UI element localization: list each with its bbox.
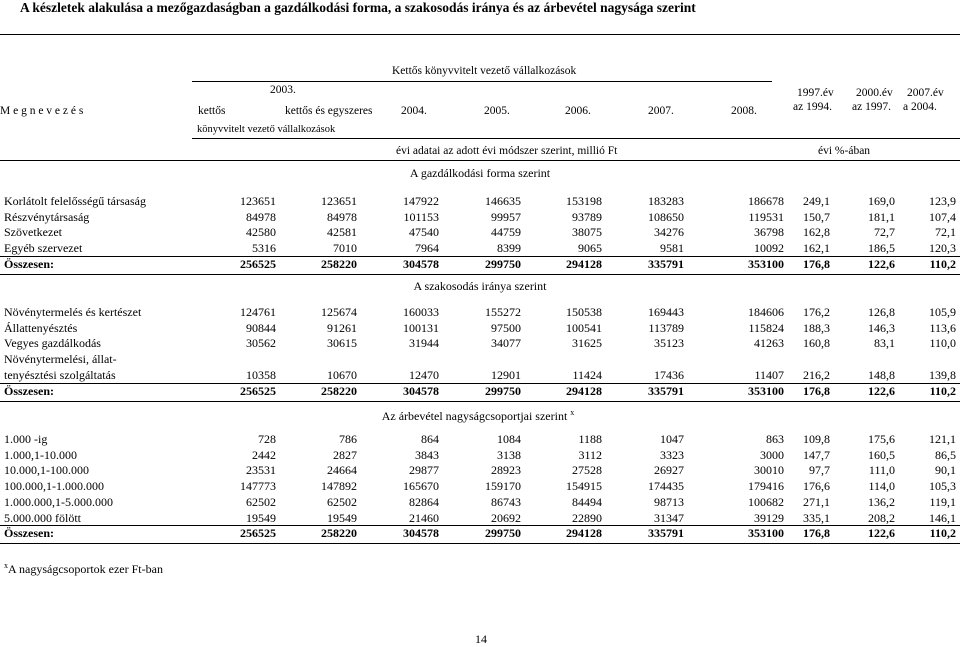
cell-value: 9581 [660,241,684,256]
cell-value: 83,1 [874,336,895,351]
cell-value: 27528 [572,463,602,478]
cell-value: 124761 [240,305,276,319]
cell-value: 107,4 [929,209,956,224]
cell-value: 29877 [409,463,439,478]
cell-value: 150,7 [803,209,830,224]
row-label: 1.000 -ig [4,432,48,446]
cell-value: 147922 [403,194,439,208]
total-row [0,384,960,400]
header-group-rule [192,81,772,82]
page-number: 14 [475,632,487,646]
cell-value: 183283 [648,194,684,208]
cell-value: 335,1 [803,510,830,525]
cell-value: 160,8 [803,336,830,351]
cell-value: 125674 [321,305,357,319]
cell-value: 148,8 [868,368,895,383]
cell-value: 72,7 [874,225,895,240]
row-label-continued: tenyésztési szolgáltatás [4,368,116,383]
header-year-2004: 2004. [401,105,427,117]
table-row [0,448,960,464]
cell-value: 100541 [566,320,602,335]
cell-value: 86743 [491,494,521,509]
cell-value: 353100 [748,256,784,271]
header-megnevezes: M e g n e v e z é s [0,105,84,117]
cell-value: 304578 [403,256,439,271]
header-unit-left: évi adatai az adott évi módszer szerint, millió Ft [396,145,618,157]
page-title: A készletek alakulása a mezőgazdaságban a gazdálkodási forma, a szakosodás iránya és az árbevétel nagysága szerint [20,0,696,15]
cell-value: 181,1 [868,209,895,224]
cell-value: 176,8 [803,256,830,271]
cell-value: 36798 [754,225,784,240]
cell-value: 3843 [415,447,439,462]
cell-value: 123,9 [929,194,956,208]
cell-value: 146635 [485,194,521,208]
total-bottom-rule [0,543,960,544]
cell-value: 159170 [485,479,521,494]
cell-value: 84978 [327,209,357,224]
row-label: 5.000.000 fölött [4,510,81,525]
cell-value: 12470 [409,368,439,383]
cell-value: 105,9 [929,305,956,319]
cell-value: 169,0 [868,194,895,208]
cell-value: 169443 [648,305,684,319]
cell-value: 256525 [240,383,276,398]
cell-value: 110,2 [929,256,956,271]
cell-value: 165670 [403,479,439,494]
row-label: Állattenyésztés [4,320,78,335]
row-label: 1.000,1-10.000 [4,447,77,462]
table-row [0,432,960,448]
cell-value: 258220 [321,383,357,398]
cell-value: 11407 [754,368,784,383]
header-unit-right: évi %-ában [818,145,871,157]
cell-value: 271,1 [803,494,830,509]
cell-value: 3000 [760,447,784,462]
cell-value: 121,1 [929,432,956,446]
section-title [0,166,960,181]
section-title [0,408,958,424]
cell-value: 147892 [321,479,357,494]
cell-value: 335791 [648,256,684,271]
cell-value: 119531 [748,209,784,224]
footnote-text: A nagyságcsoportok ezer Ft-ban [8,562,163,576]
cell-value: 256525 [240,526,276,541]
row-label: Növénytermelési, állat- [4,352,117,367]
cell-value: 19549 [246,510,276,525]
row-label: Egyéb szervezet [4,241,83,256]
row-label: Összesen: [4,256,54,271]
cell-value: 91261 [327,320,357,335]
cell-value: 110,0 [929,336,956,351]
cell-value: 146,1 [929,510,956,525]
row-label: Összesen: [4,383,54,398]
table-row [0,336,960,352]
cell-value: 2827 [333,447,357,462]
cell-value: 100682 [748,494,784,509]
footnote-mark: x [4,561,8,570]
cell-value: 109,8 [803,432,830,446]
cell-value: 299750 [485,256,521,271]
cell-value: 41263 [754,336,784,351]
cell-value: 105,3 [929,479,956,494]
cell-value: 174435 [648,479,684,494]
cell-value: 11424 [572,368,602,383]
cell-value: 162,8 [803,225,830,240]
cell-value: 1188 [578,432,602,446]
header-ratio3-b: a 2004. [903,101,937,113]
cell-value: 147,7 [803,447,830,462]
cell-value: 258220 [321,526,357,541]
cell-value: 22890 [572,510,602,525]
row-label: Részvénytársaság [4,209,90,224]
cell-value: 126,8 [868,305,895,319]
total-row [0,526,960,542]
cell-value: 136,2 [868,494,895,509]
header-group-title: Kettős könyvvitelt vezető vállalkozások [392,65,577,77]
header-year-2006: 2006. [565,105,591,117]
cell-value: 786 [339,432,357,446]
cell-value: 26927 [654,463,684,478]
cell-value: 31347 [654,510,684,525]
total-bottom-rule [0,274,960,275]
cell-value: 19549 [327,510,357,525]
header-konyvvitelt: könyvvitelt vezető vállalkozások [197,124,336,135]
cell-value: 299750 [485,383,521,398]
cell-value: 17436 [654,368,684,383]
cell-value: 39129 [754,510,784,525]
cell-value: 62502 [246,494,276,509]
cell-value: 5316 [252,241,276,256]
cell-value: 353100 [748,526,784,541]
cell-value: 108650 [648,209,684,224]
row-label: Korlátolt felelősségű társaság [4,194,146,208]
cell-value: 84978 [246,209,276,224]
table-row [0,210,960,226]
cell-value: 175,6 [868,432,895,446]
header-year-2005: 2005. [484,105,510,117]
total-row [0,257,960,273]
cell-value: 123651 [321,194,357,208]
cell-value: 146,3 [868,320,895,335]
section-title-text: A szakosodás iránya szerint [413,279,547,293]
cell-value: 47540 [409,225,439,240]
cell-value: 82864 [409,494,439,509]
header-ratio1-b: az 1994. [793,101,832,113]
cell-value: 93789 [572,209,602,224]
cell-value: 335791 [648,526,684,541]
section-title-text: A gazdálkodási forma szerint [409,166,551,180]
cell-value: 34077 [491,336,521,351]
cell-value: 72,1 [935,225,956,240]
cell-value: 3112 [578,447,602,462]
row-label: Növénytermelés és kertészet [4,305,142,319]
cell-value: 44759 [491,225,521,240]
table-row [0,511,960,527]
header-bottom-rule [0,160,960,161]
cell-value: 90844 [246,320,276,335]
table-row [0,479,960,495]
cell-value: 42581 [327,225,357,240]
table-row [0,352,960,383]
cell-value: 139,8 [929,368,956,383]
section-title-footnote-mark: x [570,408,575,417]
cell-value: 100131 [403,320,439,335]
cell-value: 179416 [748,479,784,494]
table-row [0,321,960,337]
cell-value: 176,8 [803,383,830,398]
cell-value: 208,2 [868,510,895,525]
cell-value: 99957 [491,209,521,224]
cell-value: 119,1 [929,494,956,509]
cell-value: 28923 [491,463,521,478]
row-label: 1.000.000,1-5.000.000 [4,494,113,509]
cell-value: 186,5 [868,241,895,256]
row-label: Vegyes gazdálkodás [4,336,101,351]
cell-value: 294128 [566,526,602,541]
cell-value: 90,1 [935,463,956,478]
cell-value: 30615 [327,336,357,351]
cell-value: 30010 [754,463,784,478]
cell-value: 8399 [497,241,521,256]
cell-value: 160,5 [868,447,895,462]
cell-value: 188,3 [803,320,830,335]
header-kettos: kettős [198,105,226,117]
cell-value: 160033 [403,305,439,319]
cell-value: 10358 [246,368,276,383]
cell-value: 98713 [654,494,684,509]
cell-value: 186678 [748,194,784,208]
cell-value: 162,1 [803,241,830,256]
cell-value: 123651 [240,194,276,208]
header-year-2003: 2003. [270,84,296,96]
cell-value: 12901 [491,368,521,383]
cell-value: 294128 [566,383,602,398]
cell-value: 299750 [485,526,521,541]
cell-value: 31944 [409,336,439,351]
header-ratio3-a: 2007.év [907,87,944,99]
cell-value: 294128 [566,256,602,271]
cell-value: 3138 [497,447,521,462]
row-label: Összesen: [4,526,54,541]
cell-value: 258220 [321,256,357,271]
table-row [0,305,960,321]
cell-value: 216,2 [803,368,830,383]
header-top-rule [0,34,960,35]
cell-value: 101153 [403,209,439,224]
cell-value: 23531 [246,463,276,478]
cell-value: 249,1 [803,194,830,208]
cell-value: 176,6 [803,479,830,494]
cell-value: 21460 [409,510,439,525]
cell-value: 147773 [240,479,276,494]
cell-value: 34276 [654,225,684,240]
row-label: 100.000,1-1.000.000 [4,479,104,494]
cell-value: 84494 [572,494,602,509]
cell-value: 114,0 [868,479,895,494]
header-mid-rule [192,138,960,139]
cell-value: 335791 [648,383,684,398]
footnote [4,561,163,577]
cell-value: 10670 [327,368,357,383]
cell-value: 7010 [333,241,357,256]
cell-value: 97,7 [809,463,830,478]
cell-value: 31625 [572,336,602,351]
header-ratio2-b: az 1997. [852,101,891,113]
cell-value: 20692 [491,510,521,525]
cell-value: 62502 [327,494,357,509]
cell-value: 122,6 [868,526,895,541]
cell-value: 728 [258,432,276,446]
cell-value: 184606 [748,305,784,319]
header-kettos-egyszeres: kettős és egyszeres [285,105,373,117]
cell-value: 7964 [415,241,439,256]
cell-value: 113,6 [929,320,956,335]
cell-value: 110,2 [929,526,956,541]
cell-value: 122,6 [868,383,895,398]
cell-value: 1047 [660,432,684,446]
cell-value: 38075 [572,225,602,240]
table-row [0,495,960,511]
section-title-text: Az árbevétel nagyságcsoportjai szerint [381,409,568,423]
cell-value: 176,2 [803,305,830,319]
header-year-2008: 2008. [731,105,757,117]
header-ratio1-a: 1997.év [797,87,834,99]
cell-value: 256525 [240,256,276,271]
cell-value: 30562 [246,336,276,351]
table-row [0,225,960,241]
table-row [0,463,960,479]
row-label: Szövetkezet [4,225,62,240]
cell-value: 153198 [566,194,602,208]
cell-value: 155272 [485,305,521,319]
cell-value: 113789 [648,320,684,335]
cell-value: 9065 [578,241,602,256]
cell-value: 150538 [566,305,602,319]
cell-value: 111,0 [868,463,895,478]
cell-value: 2442 [252,447,276,462]
cell-value: 35123 [654,336,684,351]
cell-value: 353100 [748,383,784,398]
cell-value: 110,2 [929,383,956,398]
cell-value: 863 [766,432,784,446]
cell-value: 1084 [497,432,521,446]
cell-value: 10092 [754,241,784,256]
cell-value: 97500 [491,320,521,335]
cell-value: 42580 [246,225,276,240]
cell-value: 154915 [566,479,602,494]
total-bottom-rule [0,401,960,402]
table-row [0,194,960,210]
cell-value: 122,6 [868,256,895,271]
cell-value: 864 [421,432,439,446]
cell-value: 176,8 [803,526,830,541]
cell-value: 86,5 [935,447,956,462]
table-row [0,241,960,257]
row-label: 10.000,1-100.000 [4,463,89,478]
section-title [0,279,960,294]
cell-value: 24664 [327,463,357,478]
cell-value: 304578 [403,526,439,541]
header-year-2007: 2007. [648,105,674,117]
cell-value: 115824 [748,320,784,335]
cell-value: 304578 [403,383,439,398]
header-ratio2-a: 2000.év [856,87,893,99]
cell-value: 120,3 [929,241,956,256]
cell-value: 3323 [660,447,684,462]
